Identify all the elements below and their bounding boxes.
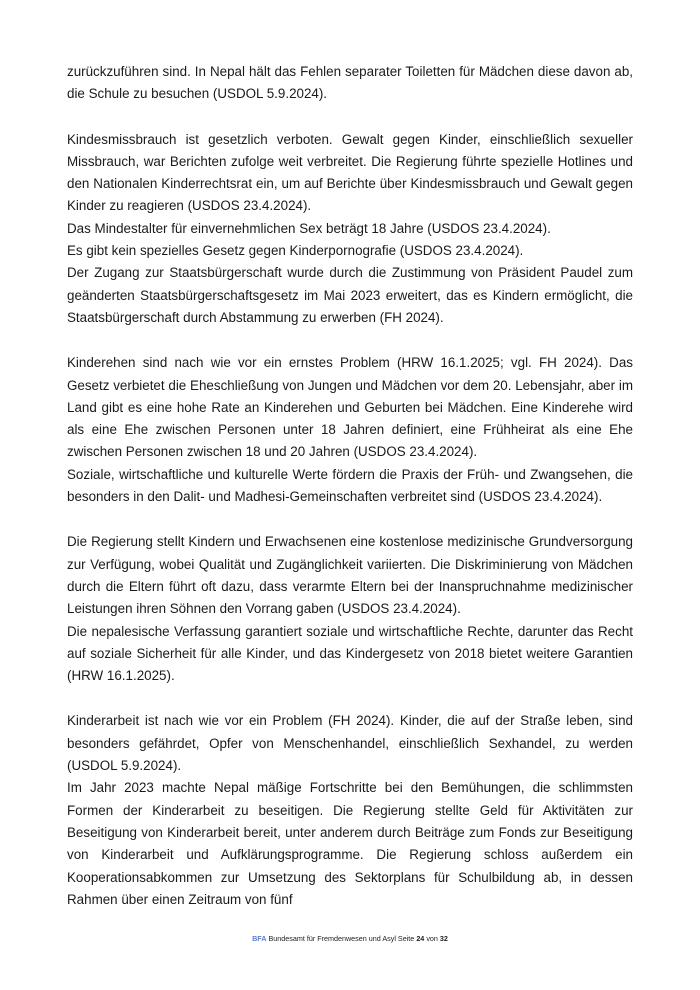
page-footer (0, 934, 700, 944)
footer-page-word: Seite (397, 934, 415, 943)
text-block: Im Jahr 2023 machte Nepal mäßige Fortschritte bei den Bemühungen, die schlimmsten Formen der Kinderarbeit zu beseitigen. Die Regierung stellte Geld für Aktivitäten zur Beseitigung von Kinderarbeit bereit, unter anderem durch Beiträge zum Fonds zur Beseitigung von Kinderarbeit und Aufklärungsprogramme. Die Regierung schloss außerdem ein Kooperationsabkommen zur Umsetzung des Sektorplans für Schulbildung ab, in dessen Rahmen über einen Zeitraum von fünf (67, 780, 633, 907)
paragraph-child-marriage (67, 352, 633, 508)
text-block: Die nepalesische Verfassung garantiert soziale und wirtschaftliche Rechte, darunter das Recht auf soziale Sicherheit für alle Kinder, und das Kindergesetz von 2018 bietet weitere Garantien (HRW 16.1.2025). (67, 623, 633, 684)
paragraph-child-abuse (67, 129, 633, 330)
footer-organization: Bundesamt für Fremdenwesen und Asyl (268, 934, 396, 943)
text-block: Die Regierung stellt Kindern und Erwachsenen eine kostenlose medizinische Grundversorgung zur Verfügung, wobei Qualität und Zugänglichkeit variierten. Die Diskriminierung von Mädchen durch die Eltern führt oft dazu, dass verarmte Eltern bei der Inanspruchnahme medizinischer Leistungen ihren Söhnen den Vorrang gaben (USDOS 23.4.2024). (67, 534, 633, 617)
footer-page-current: 24 (416, 934, 425, 943)
text-block: Das Mindestalter für einvernehmlichen Sex beträgt 18 Jahre (USDOS 23.4.2024). (67, 220, 551, 236)
paragraph-school-sanitation (67, 61, 633, 106)
bfa-logo-text: BFA (252, 934, 267, 943)
text-block: zurückzuführen sind. In Nepal hält das Fehlen separater Toiletten für Mädchen diese davon ab, die Schule zu besuchen (USDOL 5.9.2024). (67, 64, 633, 102)
footer-page-total: 32 (439, 934, 448, 943)
text-block: Kindesmissbrauch ist gesetzlich verboten. Gewalt gegen Kinder, einschließlich sexueller Missbrauch, war Berichten zufolge weit verbreitet. Die Regierung führte spezielle Hotlines und den Nationalen Kinderrechtsrat ein, um auf Berichte über Kindesmissbrauch und Gewalt gegen Kinder zu reagieren (USDOS 23.4.2024). (67, 131, 633, 214)
text-block: Der Zugang zur Staatsbürgerschaft wurde durch die Zustimmung von Präsident Paudel zum geänderten Staatsbürgerschaftsgesetz im Mai 2023 erweitert, das es Kindern ermöglicht, die Staatsbürgerschaft durch Abstammung zu erwerben (FH 2024). (67, 265, 633, 325)
text-block: Kinderarbeit ist nach wie vor ein Problem (FH 2024). Kinder, die auf der Straße leben, sind besonders gefährdet, Opfer von Menschenhandel, einschließlich Sexhandel, zu werden (USDOL 5.9.2024). (67, 713, 633, 774)
footer-of-word: von (426, 934, 438, 943)
paragraph-health-care (67, 531, 633, 687)
text-block: Kinderehen sind nach wie vor ein ernstes Problem (HRW 16.1.2025; vgl. FH 2024). Das Gesetz verbietet die Eheschließung von Jungen und Mädchen vor dem 20. Lebensjahr, aber im Land gibt es eine hohe Rate an Kinderehen und Geburten bei Mädchen. Eine Kinderehe wird als eine Ehe zwischen Personen unter 18 Jahren definiert, eine Frühheirat als eine Ehe zwischen Personen zwischen 18 und 20 Jahren (USDOS 23.4.2024). (67, 355, 633, 460)
text-block: Es gibt kein spezielles Gesetz gegen Kinderpornografie (USDOS 23.4.2024). (67, 243, 524, 259)
document-body (67, 61, 633, 934)
paragraph-child-labor (67, 710, 633, 911)
text-block: Soziale, wirtschaftliche und kulturelle Werte fördern die Praxis der Früh- und Zwangsehen, die besonders in den Dalit- und Madhesi-Gemeinschaften verbreitet sind (USDOS 23.4.2024). (67, 466, 633, 505)
